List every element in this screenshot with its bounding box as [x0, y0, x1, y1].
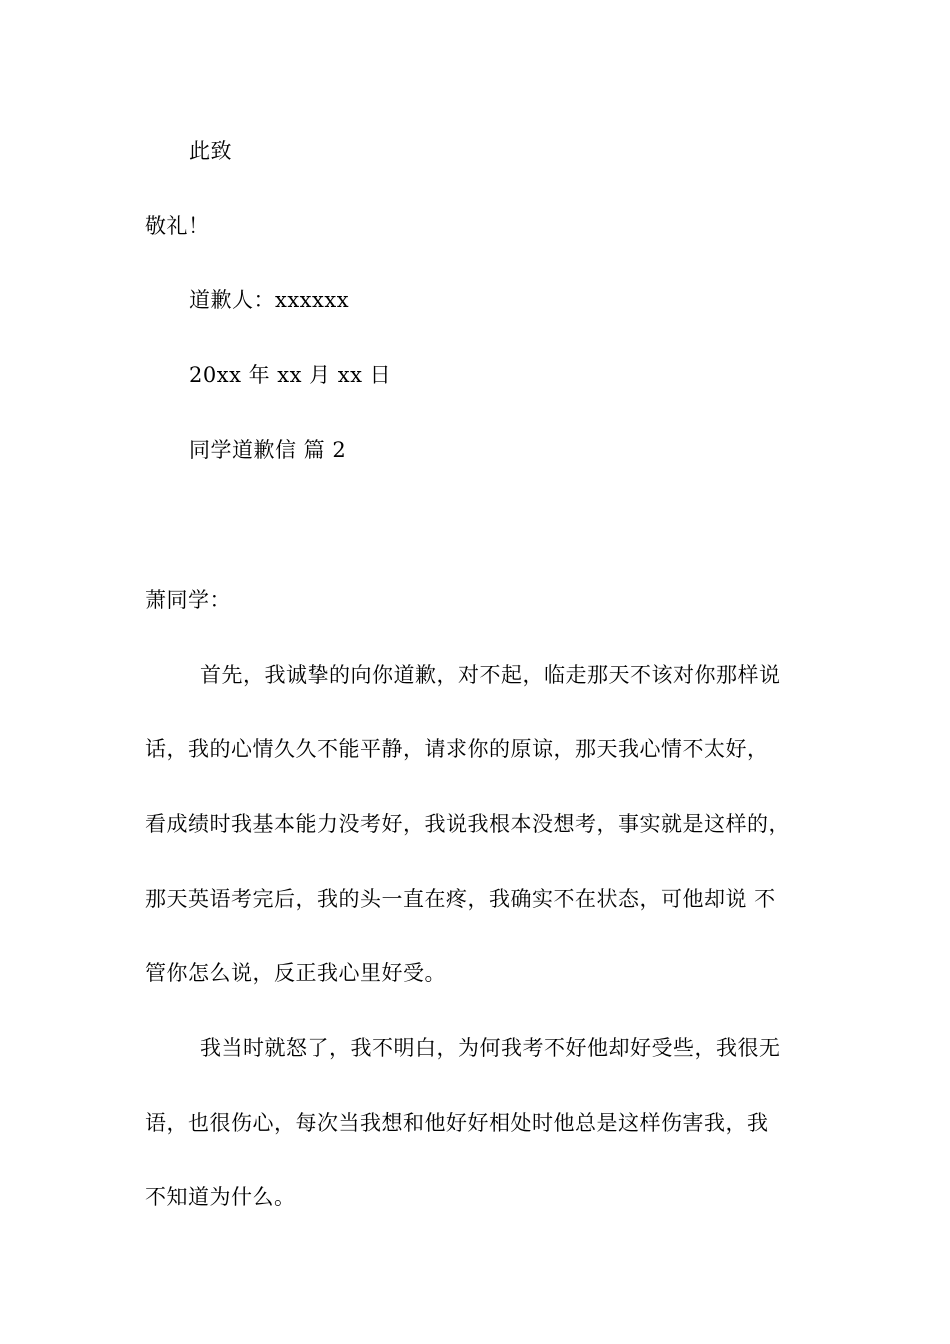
- paragraph-1-line-4: 那天英语考完后，我的头一直在疼，我确实不在状态，可他却说 不: [145, 887, 776, 911]
- paragraph-1-line-3: 看成绩时我基本能力没考好，我说我根本没想考，事实就是这样的，: [145, 812, 790, 836]
- paragraph-2-line-3: 不知道为什么。: [145, 1185, 296, 1209]
- closing-regards: 敬礼！: [145, 214, 210, 238]
- paragraph-2-line-1: 我当时就怒了，我不明白，为何我考不好他却好受些，我很无: [200, 1036, 781, 1060]
- paragraph-1-line-2: 话，我的心情久久不能平静，请求你的原谅，那天我心情不太好，: [145, 737, 769, 761]
- signer-line: 道歉人：xxxxxx: [189, 288, 350, 312]
- paragraph-1-line-5: 管你怎么说，反正我心里好受。: [145, 961, 446, 985]
- letter-greeting: 萧同学：: [145, 588, 231, 612]
- closing-salutation: 此致: [189, 139, 232, 163]
- date-line: 20xx 年 xx 月 xx 日: [189, 363, 392, 387]
- paragraph-1-line-1: 首先，我诚挚的向你道歉，对不起，临走那天不该对你那样说: [200, 663, 781, 687]
- paragraph-2-line-2: 语，也很伤心，每次当我想和他好好相处时他总是这样伤害我，我: [145, 1111, 769, 1135]
- section-title: 同学道歉信 篇 2: [189, 438, 347, 462]
